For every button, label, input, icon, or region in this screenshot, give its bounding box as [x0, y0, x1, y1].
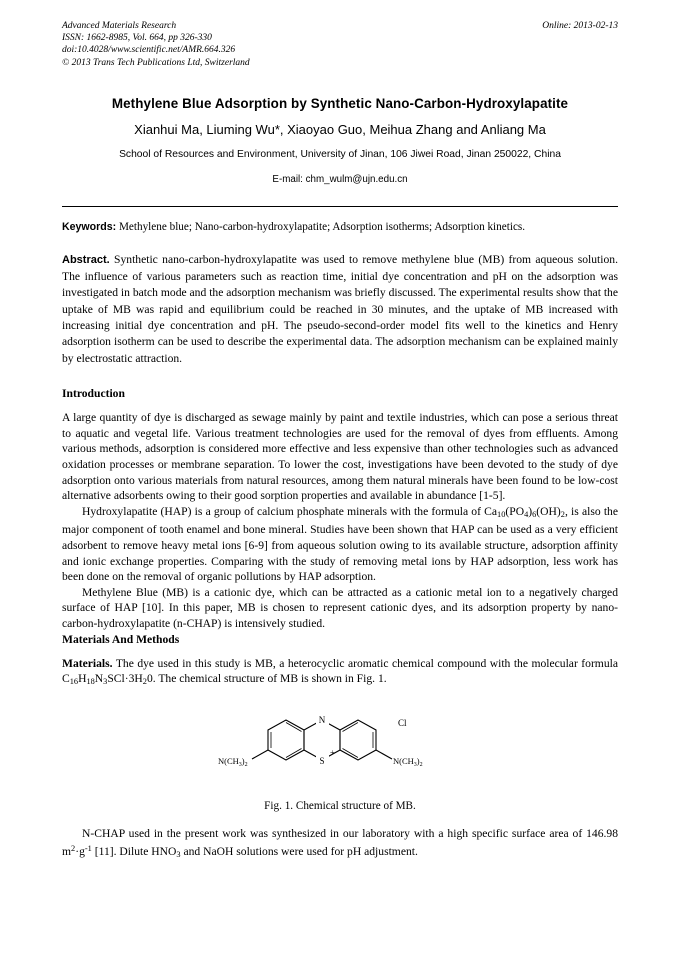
left-amine-label: $N(CH_3)_2$: [218, 755, 248, 768]
materials-label: Materials.: [62, 656, 113, 670]
figure-caption: Fig. 1. Chemical structure of MB.: [264, 799, 416, 812]
keywords-label: Keywords:: [62, 220, 117, 233]
section-heading-materials-and-methods: Materials And Methods: [62, 632, 180, 646]
chloride-label: Cl: [398, 717, 407, 728]
figure-1: [62, 702, 618, 794]
journal-name: Advanced Materials Research: [62, 21, 177, 31]
paper-title: Methylene Blue Adsorption by Synthetic Nano-Carbon-Hydroxylapatite: [111, 95, 569, 111]
materials-after-figure: N-CHAP used in the present work was synthesized in our laboratory with a high specific surface area of 146.98 $m^2\cdot g^{-1}$ [11]. Dilute $HNO_3$ and NaOH solutions were used for pH adjustment.: [62, 826, 618, 860]
keywords-block: [62, 220, 618, 236]
abstract-label: Abstract.: [62, 254, 110, 267]
affiliation: School of Resources and Environment, University of Jinan, 106 Jiwei Road, Jinan 250022, China: [119, 148, 561, 160]
intro-paragraph-2: Hydroxylapatite (HAP) is a group of calcium phosphate minerals with the formula of $Ca_{10}(PO_4)_6(OH)_2$, is also the major component of tooth enamel and bone mineral. Studies have been shown that HAP can be used as a very efficient adsorbent to remove heavy metal ions [6-9] from aqueous solution owing to its available structure, adsorption affinity and ionic exchange properties. Comparing with the study of removing metal ions by HAP adsorption, less work has been done on the removal of organic pollutions by HAP adsorption.: [62, 504, 619, 584]
nitrogen-label: N: [318, 714, 326, 725]
intro-paragraph-1: A large quantity of dye is discharged as sewage mainly by paint and textile industries, which can pose a serious threat to aquatic and vegetal life. Various treatment technologies are used for the removal of dyes from effluents. Among various methods, adsorption is considered more effective and less expensive than other technologies such as advanced oxidation processes or membrane separation. To lower the cost, investigations have been devoted to the study of dye adsorption onto various materials from natural resources, among them natural minerals have been found to be low-cost alternative adsorbents owing to their good sorption properties and available in abundance [1-5].: [62, 411, 618, 503]
contact-email: E-mail: chm_wulm@ujn.edu.cn: [272, 173, 408, 185]
online-date: Online: 2013-02-13: [542, 21, 618, 31]
journal-issn: ISSN: 1662-8985, Vol. 664, pp 326-330: [62, 33, 212, 44]
journal-header: [62, 20, 618, 69]
divider-rule: [62, 206, 618, 207]
keywords-text: Methylene blue; Nano-carbon-hydroxylapatite; Adsorption isotherms; Adsorption kinetics.: [118, 220, 526, 233]
mb-structure-diagram: [190, 702, 490, 794]
sulfur-label: S: [319, 755, 325, 766]
positive-charge-label: +: [330, 747, 335, 757]
intro-paragraph-3: Methylene Blue (MB) is a cationic dye, which can be attracted as a cationic metal ion to a negatively charged surface of HAP [10]. In this paper, MB is chosen to represent cationic dyes, and its adsorption property by nano-carbon-hydroxylapatite (n-CHAP) is intensively studied.: [62, 585, 618, 630]
section-heading-introduction: Introduction: [62, 387, 125, 401]
materials-paragraph: [62, 656, 618, 690]
abstract-text: Synthetic nano-carbon-hydroxylapatite was used to remove methylene blue (MB) from aqueous solution. The influence of various parameters such as reaction time, initial dye concentration and pH on the adsorption was investigated in batch mode and the adsorption mechanism was briefly discussed. The experimental results show that the uptake of MB was rapid and equilibrium could be reached in 30 minutes, and the uptake of MB increased with increasing initial dye concentration and pH. The pseudo-second-order model fits well to the kinetics and Henry adsorption isotherm can be used to describe the experimental data. The adsorption mechanism can be explained mainly by electrostatic attraction.: [62, 253, 618, 365]
materials-text: The dye used in this study is MB, a heterocyclic aromatic chemical compound with the molecular formula $C_{16}H_{18}N_3SCl\cdot 3H_20$. The chemical structure of MB is shown in Fig. 1.: [62, 656, 618, 687]
page-content: [62, 20, 618, 863]
right-amine-label: $N(CH_3)_2$: [393, 755, 423, 768]
journal-copyright: © 2013 Trans Tech Publications Ltd, Switzerland: [62, 57, 250, 68]
author-list: Xianhui Ma, Liuming Wu*, Xiaoyao Guo, Meihua Zhang and Anliang Ma: [134, 121, 546, 137]
abstract-block: [62, 252, 618, 367]
journal-doi: doi:10.4028/www.scientific.net/AMR.664.326: [62, 45, 236, 56]
